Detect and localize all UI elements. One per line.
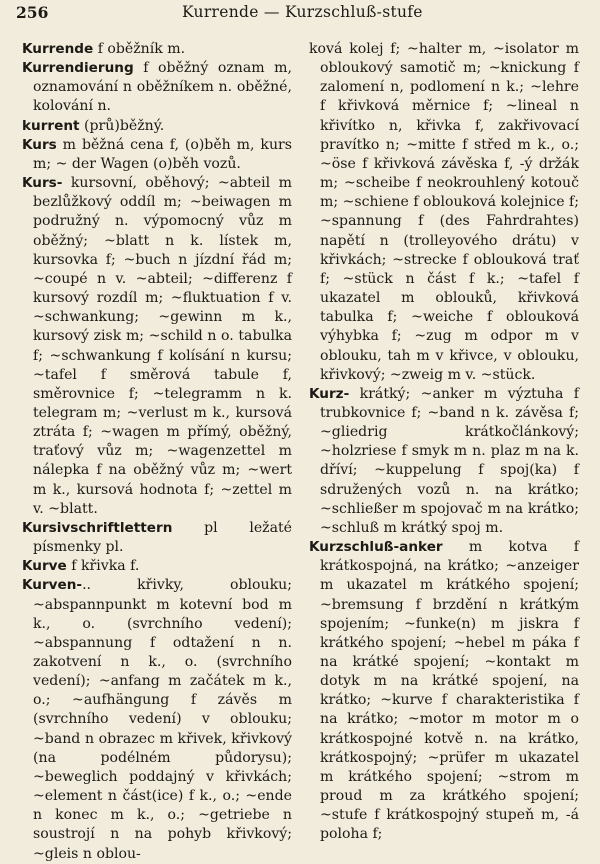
entry-headword: Kurz- — [309, 385, 350, 402]
entry-headword: Kurrendierung — [22, 60, 134, 77]
entry-text: krátký; ~anker m výztuha f trubkovnice f; ~band n k. závěsa f; ~gliedrig krátkočlánkový; ~holzriese f smyk m n. plaz m na k. dříví; ~kuppelung f spoj(ka) f sdružených vozů n. na krátko; ~schließer m spojovač m na krátko; ~schluß m krátký spoj m. — [320, 385, 579, 536]
entry-text: m běžná cena f, (o)běh m, kurs m; ~ der Wagen (o)běh vozů. — [33, 136, 292, 172]
dictionary-entry-continued — [309, 40, 579, 385]
dictionary-entry — [309, 385, 579, 538]
entry-headword: kurrent — [22, 117, 80, 134]
dictionary-entry — [22, 59, 292, 116]
entry-headword: Kursivschriftlettern — [22, 519, 173, 536]
dictionary-entry — [22, 40, 292, 59]
entry-text: f oběžník m. — [93, 41, 186, 57]
entry-text: pl ležaté písmenky pl. — [33, 519, 292, 556]
entry-headword: Kurve — [22, 558, 67, 575]
dictionary-entry — [22, 136, 292, 174]
entry-headword: Kurs — [22, 136, 57, 153]
entry-text: f křivka f. — [66, 558, 140, 575]
entry-headword: Kurs- — [22, 175, 63, 192]
dictionary-entry — [22, 576, 292, 863]
running-head: Kurrende — Kurzschluß-stufe — [182, 3, 423, 21]
entry-headword: Kurven- — [22, 577, 83, 594]
page-number: 256 — [16, 3, 49, 22]
page-header — [14, 3, 586, 25]
dictionary-entry — [309, 538, 579, 845]
right-column — [309, 40, 579, 846]
left-column — [22, 40, 292, 862]
dictionary-entry — [22, 519, 292, 557]
dictionary-entry — [22, 117, 292, 136]
entry-headword: Kurrende — [22, 41, 94, 57]
entry-text: kursovní, oběhový; ~abteil m bezlůžkový oddíl m; ~beiwagen m podružný n. výpomocný vůz m oběžný; ~blatt n k. lístek m, kursovka f; ~buch n jízdní řád m; ~coupé n v. ~abteil; ~differenz f kursový rozdíl m; ~fluktuation f v. ~schwankung; ~gewinn m k., kursový zisk m; ~schild n o. tabulka f; ~schwankung f kolísání n kursu; ~tafel f směrová tabule f, směrovnice f; ~telegramm n k. telegram m; ~verlust m k., kursová ztráta f; ~wagen m přímý, oběžný, traťový vůz m; ~wagenzettel m nálepka f na oběžný vůz m; ~wert m k., kursová hodnota f; ~zettel m v. ~blatt. — [33, 175, 292, 517]
entry-text: (prů)běžný. — [79, 117, 165, 134]
dictionary-entry — [22, 174, 292, 519]
entry-text: .. křivky, oblouku; ~abspannpunkt m kotevní bod m k., o. (svrchního vedení); ~abspannung f odtažení n n. zakotvení n k., o. (svrchního vedení); ~anfang m začátek m k., o.; ~aufhängung f závěs m (svrchního vedení) v oblouku; ~band n obrazec m křivek, křivkový (na podélném půdorysu); ~beweglich poddajný v křivkách; ~element n část(ice) f k., o.; ~ende n konec m k., o.; ~getriebe n soustrojí n na pohyb křivkový; ~gleis n oblou- — [33, 577, 292, 862]
entry-text: m kotva f krátkospojná, na krátko; ~anzeiger m ukazatel m krátkého spojení; ~bremsung f brzdění n krátkým spojením; ~funke(n) m jiskra f krátkého spojení; ~hebel m páka f na krátké spojení; ~kontakt m dotyk m na krátké spojení, na krátko; ~kurve f charakteristika f na krátko; ~motor m motor m o krátkospojné kotvě n. na krátko, krátkospojný; ~prüfer m ukazatel m krátkého spojení; ~strom m proud m za krátkého spojení; ~stufe f krátkospojný stupeň m, -á poloha f; — [320, 539, 579, 843]
entry-headword: Kurzschluß-anker — [309, 539, 443, 556]
entry-text: f oběžný oznam m, oznamování n oběžníkem n. oběžné, kolování n. — [33, 60, 292, 115]
dictionary-entry — [22, 557, 292, 576]
entry-text: ková kolej f; ~halter m, ~isolator m obloukový samotič m; ~knickung f zalomení n, podlomení n k.; ~lehre f křivková měrnice f; ~lineal n křivítko n, křivka f, zakřivovací pravítko n; ~mitte f střed m k., o.; ~öse f křivková závěska f, -ý držák m; ~scheibe f neokrouhlený kotouč m; ~schiene f oblouková kolejnice f; ~spannung f (des Fahrdrahtes) napětí n (trolleyového drátu) v křivkách; ~strecke f oblouková trať f; ~stück n část f k.; ~tafel f ukazatel m oblouků, křivková tabulka f; ~weiche f oblouková výhybka f; ~zug m odpor m v oblouku, tah m v křivce, v oblouku, křivkový; ~zweig m v. ~stück. — [309, 41, 580, 383]
